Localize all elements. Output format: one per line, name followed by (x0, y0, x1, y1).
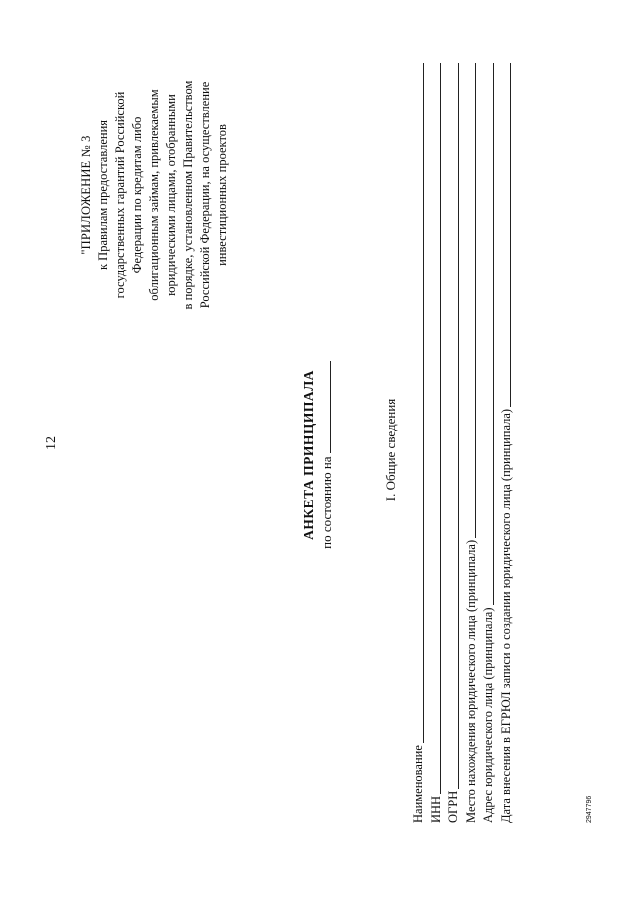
field-label: Адрес юридического лица (принципала) (481, 607, 495, 823)
as-of-date-blank[interactable] (319, 361, 331, 453)
field-blank-line[interactable] (457, 63, 459, 789)
form-title-block (300, 255, 336, 655)
field-inn (428, 63, 446, 823)
form-title: АНКЕТА ПРИНЦИПАЛА (301, 370, 316, 540)
form-fields (410, 63, 515, 823)
appendix-line: в порядке, установленном Правительством (181, 80, 195, 310)
as-of-date-line (318, 255, 336, 655)
field-label: Дата внесения в ЕГРЮЛ записи о создании юридического лица (принципала) (498, 408, 513, 823)
document-code: 2947796 (586, 795, 593, 823)
field-name (410, 63, 428, 823)
as-of-label: по состоянию на (319, 456, 334, 549)
field-blank-line[interactable] (422, 63, 424, 743)
appendix-header (78, 45, 231, 345)
field-label: Наименование (411, 745, 425, 823)
appendix-line: Российской Федерации, на осуществление (198, 81, 212, 309)
page-number: 12 (44, 436, 59, 450)
field-blank-line[interactable] (509, 63, 511, 407)
appendix-line: Федерации по кредитам либо (130, 116, 144, 274)
field-ogrn (445, 63, 463, 823)
appendix-line: "ПРИЛОЖЕНИЕ № 3 (79, 135, 93, 255)
appendix-line: к Правилам предоставления (96, 119, 110, 271)
field-egrul-date (498, 63, 516, 823)
field-blank-line[interactable] (492, 63, 494, 605)
field-blank-line[interactable] (474, 63, 476, 538)
field-label: Место нахождения юридического лица (принципала) (463, 539, 478, 823)
field-label: ИНН (428, 795, 443, 823)
field-address (480, 63, 498, 823)
field-blank-line[interactable] (439, 63, 441, 794)
field-location (463, 63, 481, 823)
section-title: I. Общие сведения (383, 398, 398, 502)
field-label: ОГРН (446, 790, 460, 823)
appendix-line: государственных гарантий Российской (113, 91, 127, 299)
appendix-line: облигационным займам, привлекаемым (147, 89, 161, 301)
appendix-line: юридическими лицами, отобранными (164, 94, 178, 296)
appendix-line: инвестиционных проектов (215, 124, 229, 266)
